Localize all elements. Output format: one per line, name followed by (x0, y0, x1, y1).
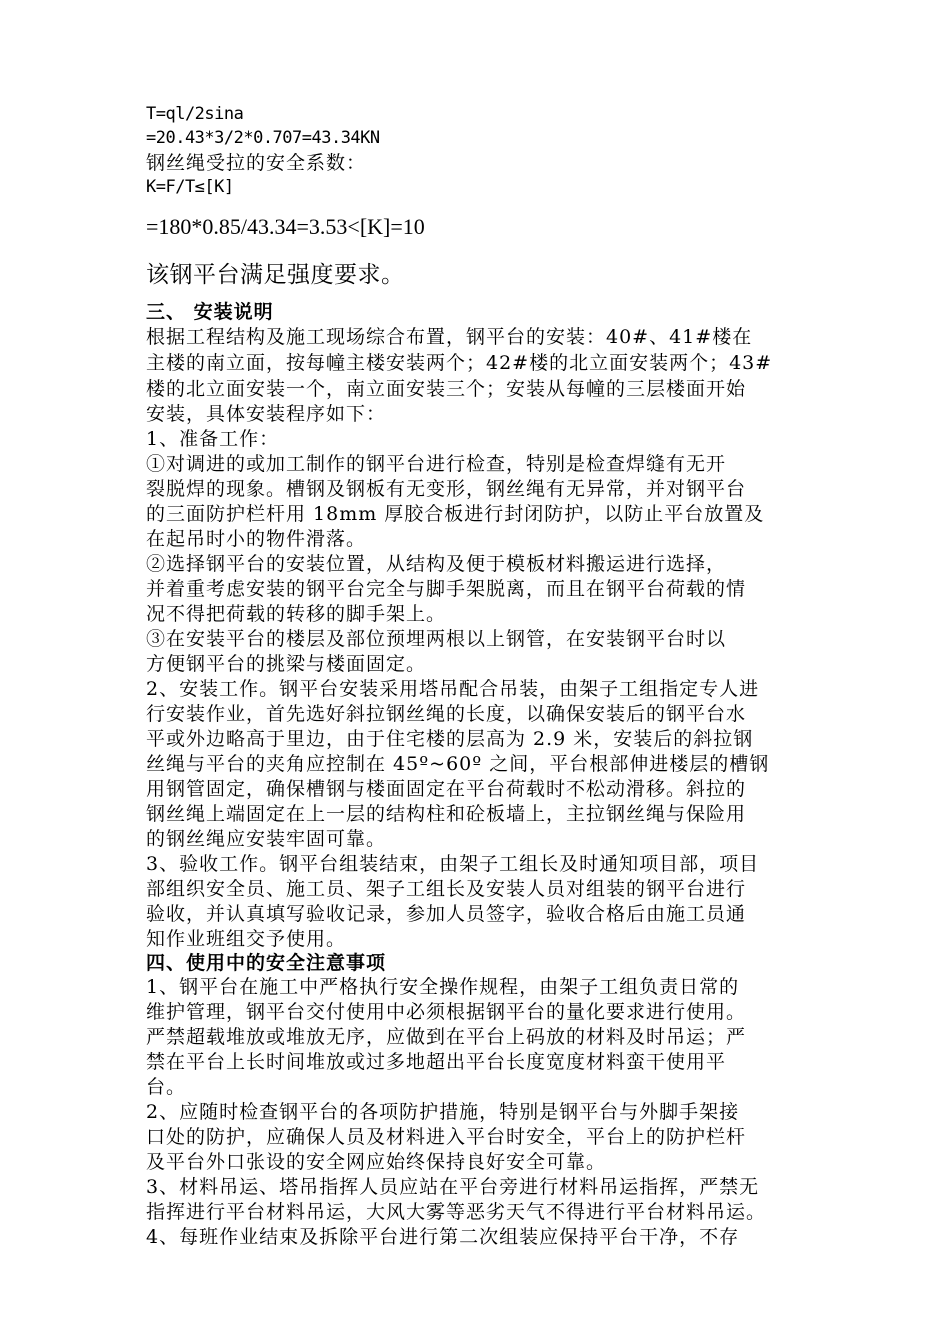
text-line: K=F/T≤[K] (146, 177, 234, 197)
text-line: 用钢管固定，确保槽钢与楼面固定在平台荷载时不松动滑移。斜拉的 (146, 778, 747, 800)
text-line: 2、应随时检查钢平台的各项防护措施，特别是钢平台与外脚手架接 (146, 1101, 740, 1123)
text-line: =20.43*3/2*0.707=43.34KN (146, 128, 380, 148)
text-line: 安装，具体安装程序如下： (146, 403, 387, 425)
text-line: ②选择钢平台的安装位置，从结构及便于模板材料搬运进行选择， (146, 553, 727, 575)
text-line: ③在安装平台的楼层及部位预埋两根以上钢管，在安装钢平台时以 (146, 628, 727, 650)
text-line: 该钢平台满足强度要求。 (146, 262, 405, 288)
text-line: 验收，并认真填写验收记录，参加人员签字，验收合格后由施工员通 (146, 903, 747, 925)
text-line: 根据工程结构及施工现场综合布置，钢平台的安装：40#、41#楼在 (146, 326, 753, 348)
text-line: 平或外边略高于里边，由于住宅楼的层高为 2.9 米，安装后的斜拉钢 (146, 728, 754, 750)
text-line: 钢丝绳受拉的安全系数： (146, 152, 367, 174)
text-line: 丝绳与平台的夹角应控制在 45º~60º 之间，平台根部伸进楼层的槽钢 (146, 753, 770, 775)
text-line: 及平台外口张设的安全网应始终保持良好安全可靠。 (146, 1151, 607, 1173)
text-line: 主楼的南立面，按每幢主楼安装两个；42#楼的北立面安装两个；43# (146, 352, 773, 374)
text-line: 严禁超载堆放或堆放无序，应做到在平台上码放的材料及时吊运；严 (146, 1026, 747, 1048)
text-line: 4、每班作业结束及拆除平台进行第二次组装应保持平台干净，不存 (146, 1226, 740, 1248)
text-line: 裂脱焊的现象。槽钢及钢板有无变形，钢丝绳有无异常，并对钢平台 (146, 478, 747, 500)
text-line: 指挥进行平台材料吊运，大风大雾等恶劣天气不得进行平台材料吊运。 (146, 1201, 767, 1223)
text-line: 3、验收工作。钢平台组装结束，由架子工组长及时通知项目部，项目 (146, 853, 760, 875)
text-line: 维护管理，钢平台交付使用中必须根据钢平台的量化要求进行使用。 (146, 1001, 747, 1023)
text-line: 在起吊时小的物件滑落。 (146, 528, 367, 550)
text-line: 的钢丝绳应安装牢固可靠。 (146, 828, 387, 850)
text-line: ①对调进的或加工制作的钢平台进行检查，特别是检查焊缝有无开 (146, 453, 727, 475)
text-line: 的三面防护栏杆用 18mm 厚胶合板进行封闭防护，以防止平台放置及 (146, 503, 765, 525)
text-line: 口处的防护，应确保人员及材料进入平台时安全，平台上的防护栏杆 (146, 1126, 747, 1148)
text-line: 方便钢平台的挑梁与楼面固定。 (146, 653, 427, 675)
text-line: 台。 (146, 1076, 187, 1098)
text-line: 并着重考虑安装的钢平台完全与脚手架脱离，而且在钢平台荷载的情 (146, 578, 747, 600)
text-line: 1、准备工作： (146, 428, 280, 450)
text-line: 1、钢平台在施工中严格执行安全操作规程，由架子工组负责日常的 (146, 976, 740, 998)
text-line: 四、使用中的安全注意事项 (146, 952, 387, 974)
text-line: 行安装作业，首先选好斜拉钢丝绳的长度，以确保安装后的钢平台水 (146, 703, 747, 725)
text-line: T=ql/2sina (146, 104, 244, 124)
text-line: 3、材料吊运、塔吊指挥人员应站在平台旁进行材料吊运指挥，严禁无 (146, 1176, 760, 1198)
text-line: 楼的北立面安装一个，南立面安装三个；安装从每幢的三层楼面开始 (146, 378, 747, 400)
text-line: 2、安装工作。钢平台安装采用塔吊配合吊装，由架子工组指定专人进 (146, 678, 760, 700)
text-line: =180*0.85/43.34=3.53<[K]=10 (146, 214, 425, 239)
text-line: 况不得把荷载的转移的脚手架上。 (146, 603, 447, 625)
text-line: 钢丝绳上端固定在上一层的结构柱和砼板墙上，主拉钢丝绳与保险用 (146, 803, 747, 825)
text-line: 知作业班组交予使用。 (146, 928, 347, 950)
text-line: 部组织安全员、施工员、架子工组长及安装人员对组装的钢平台进行 (146, 878, 747, 900)
text-line: 三、 安装说明 (146, 301, 274, 323)
text-line: 禁在平台上长时间堆放或过多地超出平台长度宽度材料蛮干使用平 (146, 1051, 727, 1073)
